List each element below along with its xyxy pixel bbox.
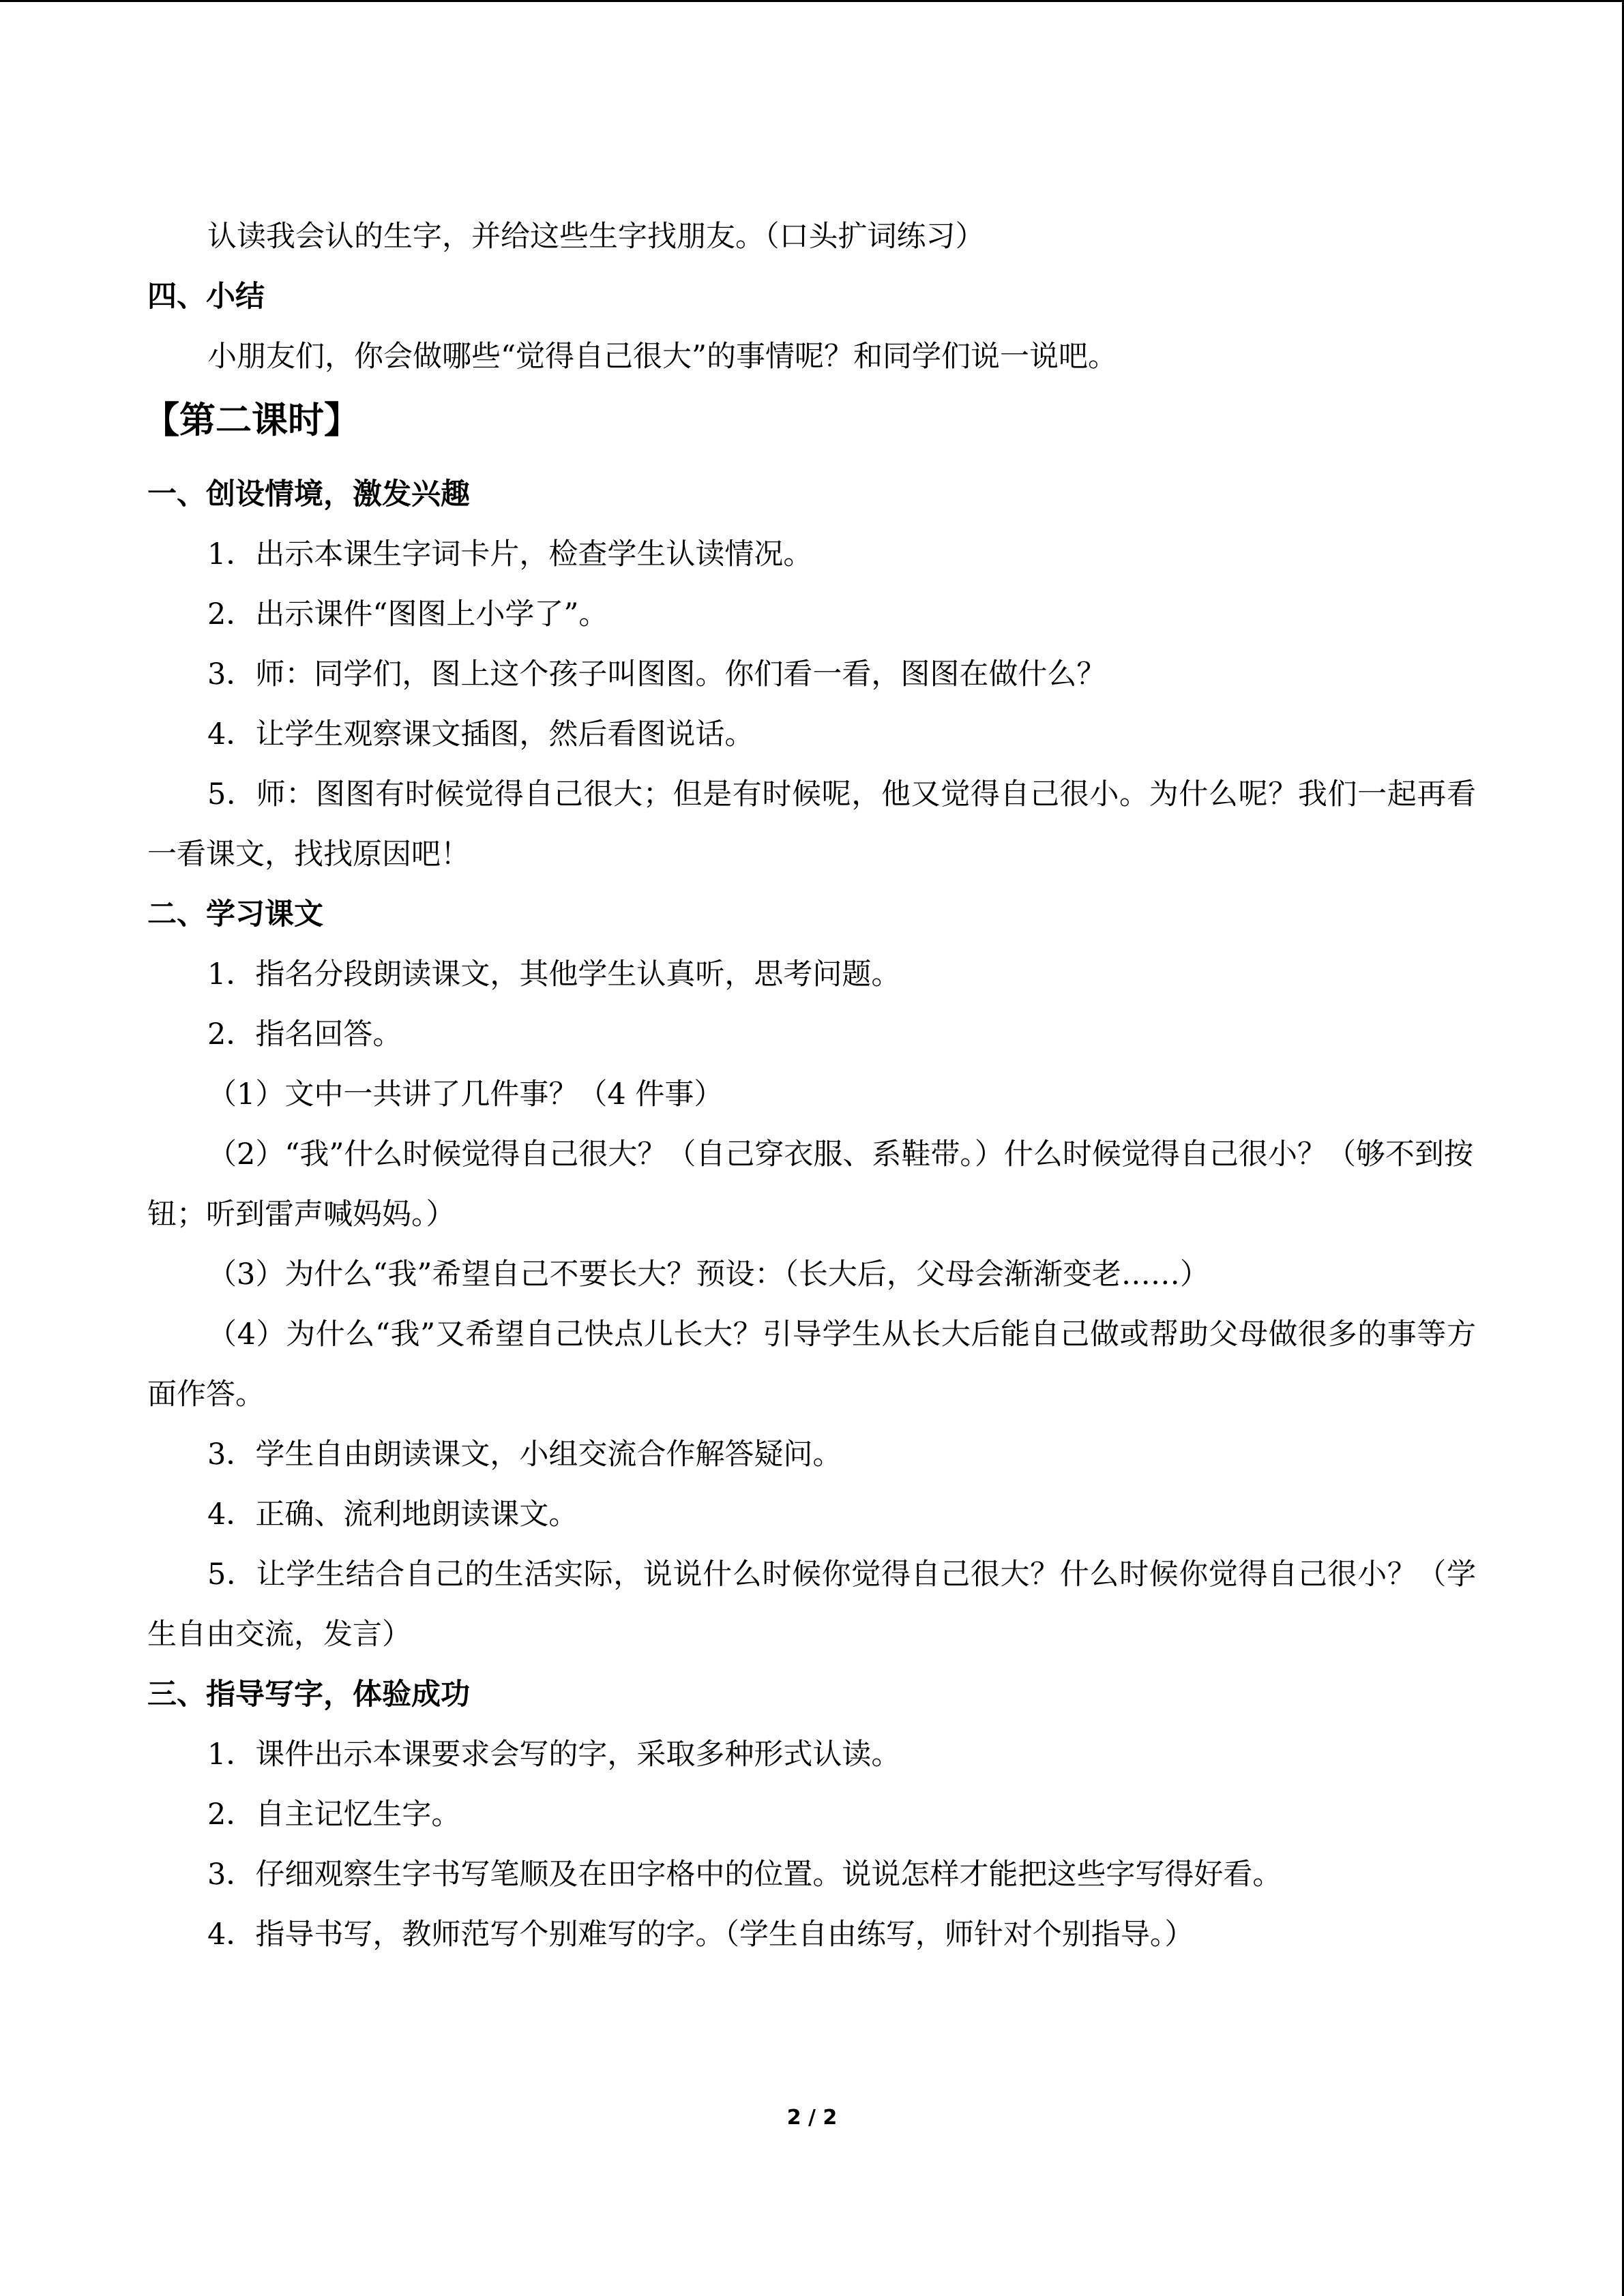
section-heading-create-context: 一、创设情境，激发兴趣 — [147, 477, 470, 511]
list-item: 5．师：图图有时候觉得自己很大；但是有时候呢，他又觉得自己很小。为什么呢？我们一起再看一看课文，找找原因吧！ — [147, 777, 1476, 871]
document-body — [143, 207, 1476, 1965]
list-item: 1．课件出示本课要求会写的字，采取多种形式认读。 — [207, 1738, 901, 1772]
list-item: （2）“我”什么时候觉得自己很大？（自己穿衣服、系鞋带。）什么时候觉得自己很小？（够不到按钮；听到雷声喊妈妈。） — [147, 1137, 1473, 1232]
list-item: 3．师：同学们，图上这个孩子叫图图。你们看一看，图图在做什么？ — [207, 657, 1106, 691]
list-item: 2．出示课件“图图上小学了”。 — [207, 597, 608, 631]
list-item: 4．指导书写，教师范写个别难写的字。（学生自由练写，师针对个别指导。） — [207, 1918, 1194, 1952]
list-item: 4．正确、流利地朗读课文。 — [207, 1497, 578, 1532]
section-heading-summary: 四、小结 — [147, 280, 265, 314]
list-item: （4）为什么“我”又希望自己快点儿长大？引导学生从长大后能自己做或帮助父母做很多的事等方面作答。 — [147, 1317, 1476, 1412]
list-item: 1．出示本课生字词卡片，检查学生认读情况。 — [207, 537, 813, 571]
list-item: 2．自主记忆生字。 — [207, 1798, 461, 1832]
page-number: 2 / 2 — [786, 2106, 838, 2130]
list-item: 3．仔细观察生字书写笔顺及在田字格中的位置。说说怎样才能把这些字写得好看。 — [207, 1858, 1282, 1892]
lesson-title-second-period: 【第二课时】 — [143, 400, 360, 441]
paragraph-recognize-characters: 认读我会认的生字，并给这些生字找朋友。（口头扩词练习） — [207, 220, 985, 254]
list-item: 4．让学生观察课文插图，然后看图说话。 — [207, 717, 754, 751]
list-item: 1．指名分段朗读课文，其他学生认真听，思考问题。 — [207, 957, 901, 992]
list-item: 3．学生自由朗读课文，小组交流合作解答疑问。 — [207, 1437, 842, 1472]
list-item: 2．指名回答。 — [207, 1017, 402, 1052]
section-heading-learn-text: 二、学习课文 — [147, 897, 323, 931]
list-item: （1）文中一共讲了几件事？（4 件事） — [207, 1077, 724, 1112]
section-heading-writing-guidance: 三、指导写字，体验成功 — [147, 1678, 470, 1712]
paragraph-summary: 小朋友们，你会做哪些“觉得自己很大”的事情呢？和同学们说一说吧。 — [207, 340, 1117, 374]
list-item: 5．让学生结合自己的生活实际，说说什么时候你觉得自己很大？什么时候你觉得自己很小？（学生自由交流，发言） — [147, 1557, 1476, 1652]
list-item: （3）为什么“我”希望自己不要长大？预设：（长大后，父母会渐渐变老……） — [207, 1257, 1209, 1292]
